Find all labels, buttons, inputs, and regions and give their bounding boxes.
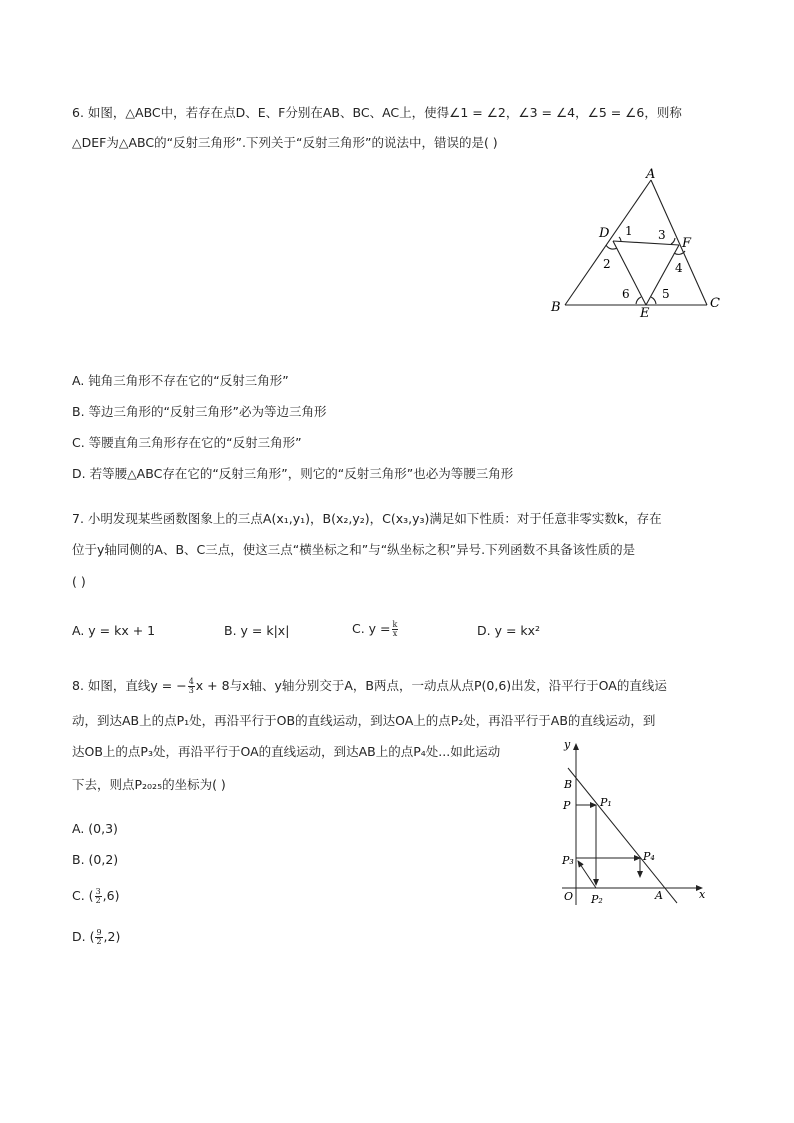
q7-option-c-numerator: k	[392, 620, 398, 629]
label-D: D	[599, 226, 610, 241]
angle-label-4: 4	[675, 261, 683, 275]
line-ab	[568, 768, 677, 903]
q8-option-c-suffix: ,6)	[102, 888, 120, 903]
q8-option-d-fraction	[95, 929, 102, 946]
q7-stem-line1: 7. 小明发现某些函数图象上的三点A(x₁,y₁)，B(x₂,y₂)，C(x₃,y₃)满足如下性质：对于任意非零实数k，存在	[72, 511, 662, 526]
q8-line1-numerator: 4	[188, 677, 194, 686]
path-p2-to-p3	[578, 861, 596, 888]
q8-line1-fraction	[188, 678, 195, 695]
label-origin: O	[564, 890, 574, 903]
label-P-point: P	[563, 799, 571, 812]
q7-option-d: D. y = kx²	[477, 623, 541, 638]
q8-stem-line2: 动，到达AB上的点P₁处，再沿平行于OB的直线运动，到达OA上的点P₂处，再沿平行于AB的直线运动，到	[72, 713, 656, 728]
q8-line1-denominator: 3	[188, 686, 194, 695]
axis-label-x: x	[699, 888, 706, 901]
q6-option-d: D. 若等腰△ABC存在它的“反射三角形”，则它的“反射三角形”也必为等腰三角形	[72, 466, 514, 481]
q7-option-c-prefix: C. y =	[352, 621, 391, 636]
label-A-point: A	[655, 889, 663, 902]
q8-option-c-fraction	[95, 888, 102, 905]
q8-option-a: A. (0,3)	[72, 821, 118, 836]
q8-option-d-prefix: D. (	[72, 929, 95, 944]
axis-label-y: y	[564, 738, 571, 751]
label-A: A	[646, 167, 656, 182]
angle-label-3: 3	[658, 228, 666, 242]
q8-option-c-denominator: 2	[95, 896, 101, 905]
q8-stem-line3: 达OB上的点P₃处，再沿平行于OA的直线运动，到达AB上的点P₄处...如此运动	[72, 744, 501, 759]
q8-option-d-suffix: ,2)	[103, 929, 121, 944]
q8-option-c	[72, 887, 119, 905]
side-ac	[651, 180, 707, 305]
label-C: C	[710, 296, 720, 311]
q8-option-d-numerator: 9	[96, 928, 102, 937]
q8-option-c-numerator: 3	[95, 887, 101, 896]
q7-option-c-fraction	[392, 621, 399, 638]
q8-line1-part-b: x + 8与x轴、y轴分别交于A，B两点，一动点从点P(0,6)出发，沿平行于OA的直线运	[195, 678, 667, 693]
q8-option-b: B. (0,2)	[72, 852, 119, 867]
q7-option-c	[352, 620, 399, 638]
q6-option-c: C. 等腰直角三角形存在它的“反射三角形”	[72, 435, 302, 450]
q7-stem-line2: 位于y轴同侧的A、B、C三点，使这三点“横坐标之和”与“纵坐标之积”异号.下列函数不具备该性质的是	[72, 542, 636, 557]
angle-label-1: 1	[625, 224, 633, 238]
label-P2-point: P₂	[591, 893, 603, 906]
q8-option-d	[72, 928, 120, 946]
q8-option-d-denominator: 2	[96, 937, 102, 946]
label-P1-point: P₁	[600, 796, 612, 809]
label-F: F	[682, 236, 692, 251]
label-E: E	[640, 306, 650, 321]
angle-label-6: 6	[622, 287, 630, 301]
q7-option-c-denominator: x	[392, 629, 398, 638]
q6-stem-line1: 6. 如图，△ABC中，若存在点D、E、F分别在AB、BC、AC上，使得∠1 = ∠2，∠3 = ∠4，∠5 = ∠6，则称	[72, 105, 682, 120]
label-P3-point: P₃	[562, 854, 574, 867]
label-B: B	[551, 300, 561, 315]
q8-stem-line1	[72, 677, 667, 695]
q8-coordinate-figure	[552, 736, 716, 912]
q8-stem-line4: 下去，则点P₂₀₂₅的坐标为( )	[72, 777, 226, 792]
q7-option-a: A. y = kx + 1	[72, 623, 156, 638]
angle-label-5: 5	[662, 287, 670, 301]
q7-stem-line3: ( )	[72, 574, 86, 589]
q6-triangle-figure	[548, 162, 728, 322]
q8-option-c-prefix: C. (	[72, 888, 94, 903]
q6-stem-line2: △DEF为△ABC的“反射三角形”.下列关于“反射三角形”的说法中，错误的是( )	[72, 135, 498, 150]
segment-df	[613, 241, 679, 245]
q6-option-a: A. 钝角三角形不存在它的“反射三角形”	[72, 373, 289, 388]
q6-option-b: B. 等边三角形的“反射三角形”必为等边三角形	[72, 404, 327, 419]
label-B-point: B	[564, 778, 573, 791]
q8-line1-part-a: 8. 如图，直线y = −	[72, 678, 187, 693]
angle-label-2: 2	[603, 257, 611, 271]
label-P4-point: P₄	[643, 850, 655, 863]
q7-option-b: B. y = k|x|	[224, 623, 290, 638]
